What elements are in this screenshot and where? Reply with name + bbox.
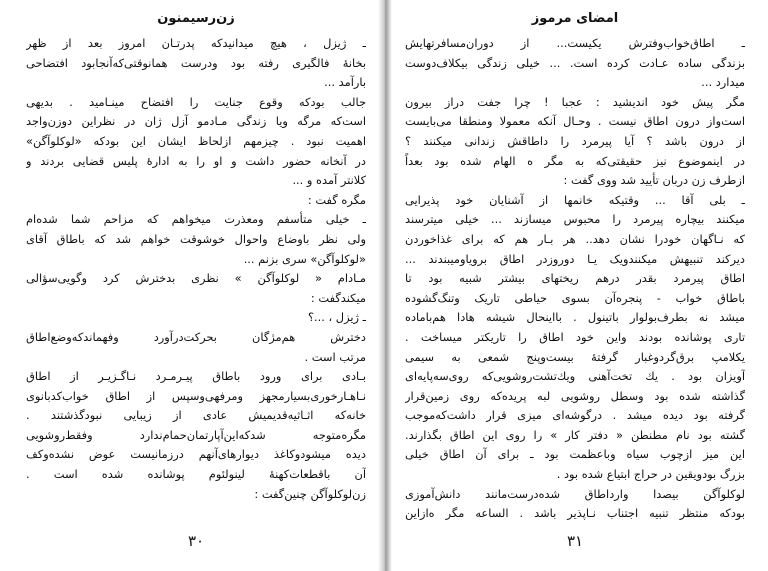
text-line: گشته بود نام مطنطن « دفتر کار » را روی این اطاق بگذارند.: [405, 427, 745, 442]
text-line: آن باقطعات‌کهنهٔ لینولئوم پوشانده شده است .: [26, 467, 366, 482]
text-line: دخترش هم‌مژگان بحرکت‌درآورد وفهماند‌که‌وضع‌اطاق: [26, 329, 366, 344]
text-line: دیرکند تنبیهش میکنندویک یـا دوروزدر اطاق برویاومیبندند ...: [405, 251, 745, 266]
text-line: است‌واز درون اطاق نیست . وحـال آنکه معمولا ومنطقا می‌بایست: [405, 114, 745, 129]
text-line: اطاق پیرمرد بقدر درهم ریختهای بیشتر شبیه بود تا: [405, 271, 745, 286]
text-line: بزندگی ساده عـادت کرده است. ... خیلی زندگی بیکلاف‌دوست: [405, 55, 745, 70]
text-line: میکنند بیچاره پیرمرد را محبوس میسازند ... خیلی میترسند: [405, 212, 745, 227]
text-line: ـ ژیزل ، ...؟: [307, 310, 366, 325]
text-line: است‌که مر‌گه ویا زندگی‌ مـادمو آزل ژان در نظر‌این دوزن‌واجد: [26, 114, 366, 129]
text-line: بارآمد ...: [324, 75, 366, 90]
text-line: «لوکلوآگن» سری بزنم ...: [243, 251, 366, 266]
text-line: در آنخانه حضور داشت و او را به ادارهٔ پلیس قضایی بردند و: [26, 153, 366, 168]
page-body: [405, 34, 745, 524]
text-line: گرفته بود دیده میشد . در‌گوشه‌ای میزی قرار داشت‌که‌موجب: [405, 408, 745, 423]
text-line: جالب بودکه وقوع جنایت را افتضاح مینـامید . بدیهی: [26, 94, 366, 109]
text-line: مگره گفت :: [307, 192, 366, 207]
text-line: مگره‌متوجه شدکه‌این‌آپارتمان‌حمام‌ندارد وفقط‌روشویی: [26, 427, 366, 442]
text-line: ـ ژیزل ، هیچ میدانیدکه پدرتـان امروز بعد از ظهر: [26, 36, 366, 50]
text-line: مگر پیش خود اندیشید : عجبا ! چرا جفت دراز بیرون: [405, 94, 745, 109]
text-line: مرتب است .: [304, 349, 366, 364]
text-line: ـ بلی آقا ... وقتیکه خانمها از آشنایان خود پذیرایی: [405, 192, 745, 207]
text-line: خانه‌که اثـاثیه‌قدیمیش عادی از زیبایی نبودگذشتند .: [26, 408, 366, 423]
page-number: ۳۱: [566, 532, 584, 550]
page-header: زن‌رسیمنون: [157, 11, 235, 26]
text-line: میشد نه بطرف‌بولوار باتینول . بااینحال شیشه هادا هم‌باماده: [405, 310, 745, 325]
page-number: ۳۰: [187, 532, 205, 550]
text-line: لوکلوآگن بیصدا وارداطاق شده‌درست‌مانند دانش‌آموزی: [405, 486, 745, 501]
text-line: که نـاگهان خودرا نشان دهد.. هر بـار هم که برای غذاخوردن: [405, 231, 745, 246]
text-line: میکندگفت :: [310, 290, 366, 305]
text-line: اهمیت نبود . چیزمهم ازلحاظ ایشان این بودکه «لوکلوآگن»: [26, 133, 366, 148]
text-line: ولی نظر باوضاع واحوال خوشوقت خواهم شد که باطاق آقای: [26, 231, 366, 246]
text-line: از درون باشد ؟ آیا پیرمرد را داطاقش زندانی میکنند ؟: [405, 133, 745, 148]
text-line: ـ اطاق‌خواب‌وفترش یکیست... از دوران‌مسافرتهایش: [405, 36, 745, 50]
text-line: آویزان بود . یك تخت‌آهنی ویك‌تشت‌روشویی‌که روی‌سه‌پایه‌ای: [405, 369, 745, 384]
text-line: گذاشته شده بود وسطل روشویی لبه‌ پریده‌که روی زمین‌قرار: [405, 388, 745, 403]
text-line: نـاهـارخوری‌بسیارمجهز ومرفهی‌وسپس از اطاق خواب‌کدبانوی: [26, 388, 366, 403]
text-line: دیده میشودوکاغذ دیوارهای‌آنهم درزمانیست عوض نشده‌وکف: [26, 447, 366, 462]
text-line: این میز ازچوب سیاه وباعظمت بود ـ برای آن اطاق خیلی: [405, 447, 745, 462]
text-line: ازطرف زن دربان تأیید شد ووی گفت :: [563, 173, 745, 188]
text-line: بخانهٔ فالگیری رفته بود ودرست همانوقتی‌که‌آنجابود افتضاحی: [26, 55, 366, 70]
text-line: ـ خیلی متأسفم ومعذرت میخواهم که مزاحم شما شده‌ام: [26, 212, 366, 227]
text-line: بـادی برای ورود باطاق پیـرمـرد نـاگـزیـر از اطاق: [26, 369, 366, 384]
book-gutter: [378, 0, 392, 571]
left-page: [26, 10, 366, 550]
text-line: مـادام « لوکلوآگن » نظری بدخترش کرد وگویی‌سؤالی: [26, 271, 366, 286]
page-body: [26, 34, 366, 504]
text-line: میدارد ...: [701, 75, 745, 90]
text-line: بزرگ بودویقین در حراج ابتیاع شده بود .: [556, 467, 745, 482]
text-line: تاری پوشانده بودند واین خود اطاق را تاریکتر میساخت .: [405, 329, 745, 344]
text-line: یکلامپ برق‌گردوغبار گرفتهٔ بیست‌وپنج شمعی به سیمی: [405, 349, 745, 364]
right-page: [405, 10, 745, 550]
text-line: بودکه منتظر تنبیه اجتناب نـاپذیر باشد . الساعه مگر ه‌ازاین: [405, 506, 745, 521]
text-line: در اینموضوع نیز حقیقتی‌که به‌ مگر ه الهام شده بود بعداً: [405, 153, 745, 168]
page-header: امضای مرموز: [531, 11, 619, 26]
text-line: باطاق خواب - پنجره‌آن بسوی حیاطی تاریک وتنگ‌گشوده: [405, 290, 745, 305]
text-line: زن‌لوکلوآگن چنین‌گفت :: [254, 486, 366, 501]
text-line: کلانتر آمده و ...: [292, 173, 366, 188]
